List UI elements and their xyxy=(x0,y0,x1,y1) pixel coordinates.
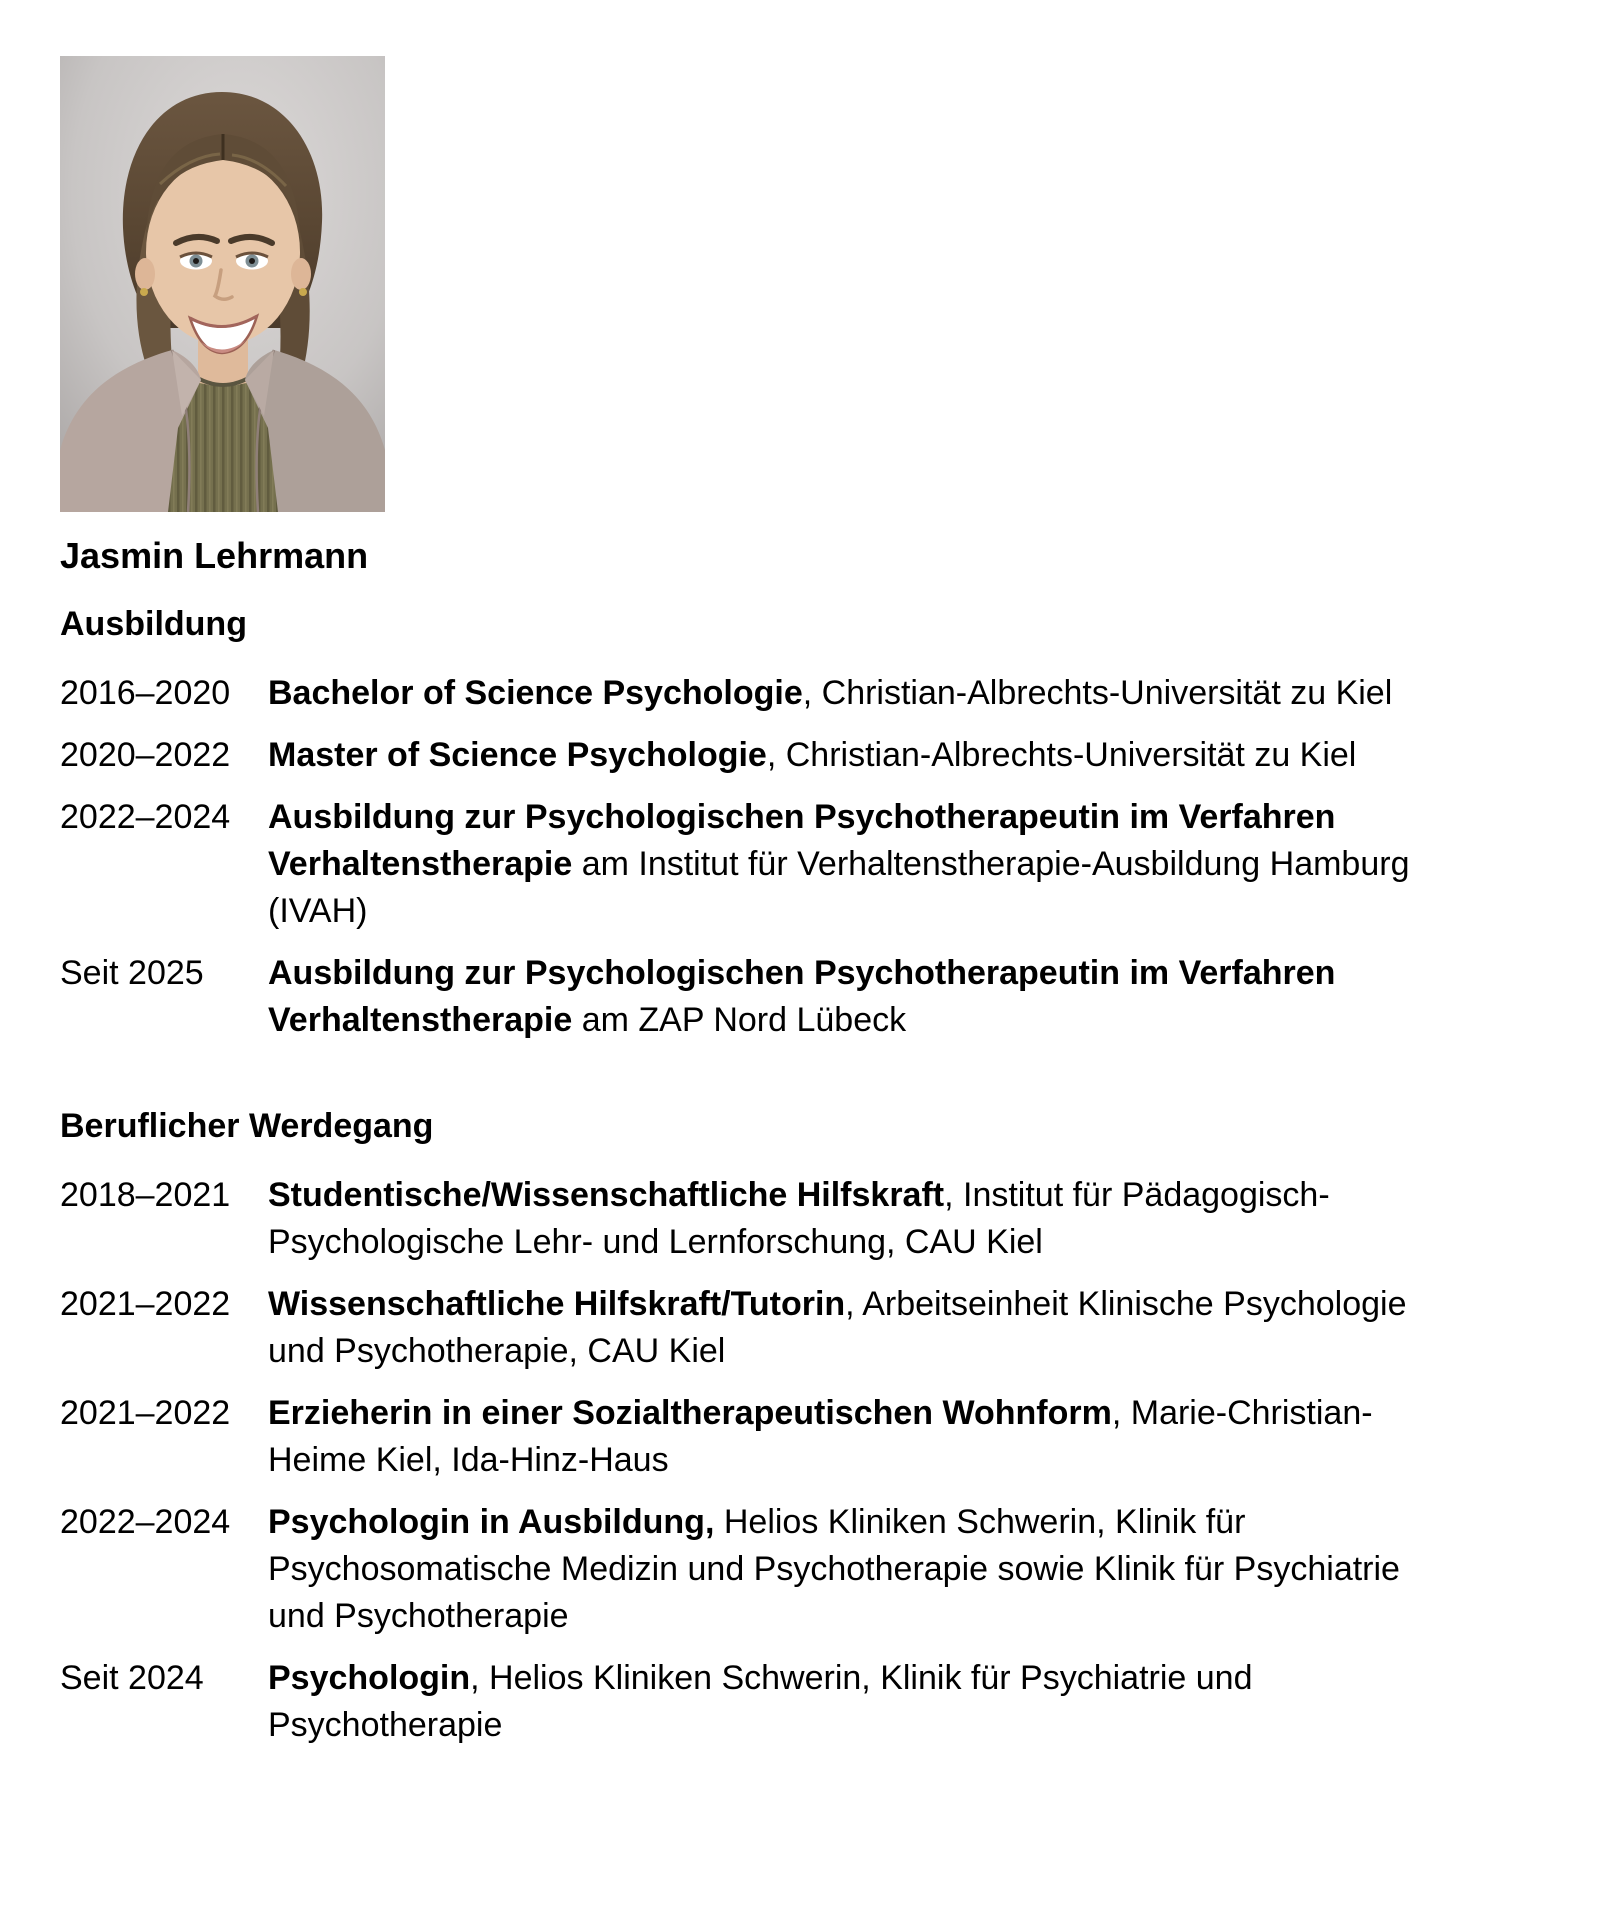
career-entry xyxy=(60,1172,1612,1266)
career-entry xyxy=(60,1655,1612,1749)
portrait-photo-graphic xyxy=(60,56,385,512)
portrait-photo xyxy=(60,56,385,512)
education-heading: Ausbildung xyxy=(60,605,247,643)
career-entry xyxy=(60,1499,1612,1640)
entry-text xyxy=(268,794,1438,935)
entry-details: am ZAP Nord Lübeck xyxy=(572,1001,907,1039)
entry-title: Psychologin xyxy=(268,1659,471,1697)
education-entry xyxy=(60,732,1612,779)
entry-period: 2018–2021 xyxy=(60,1176,231,1214)
entry-period: 2020–2022 xyxy=(60,736,231,774)
entry-title: Ausbildung zur Psychologischen Psychotherapeutin im Verfahren Verhaltenstherapie xyxy=(268,798,1336,883)
entry-period: Seit 2024 xyxy=(60,1659,204,1697)
entry-title: Wissenschaftliche Hilfskraft/Tutorin xyxy=(268,1285,846,1323)
entry-details: , Christian-Albrechts-Universität zu Kiel xyxy=(766,736,1357,774)
entry-title: Psychologin in Ausbildung, xyxy=(268,1503,715,1541)
career-entry xyxy=(60,1281,1612,1375)
entry-details: , Institut für Pädagogisch-Psychologische Lehr- und Lernforschung, CAU Kiel xyxy=(268,1176,1330,1261)
entry-title: Studentische/Wissenschaftliche Hilfskraft xyxy=(268,1176,945,1214)
entry-details: am Institut für Verhaltenstherapie-Ausbildung Hamburg (IVAH) xyxy=(268,845,1410,930)
entry-period: 2022–2024 xyxy=(60,1503,231,1541)
entry-text xyxy=(268,1655,1438,1749)
entry-text xyxy=(268,670,1438,717)
entry-details: , Arbeitseinheit Klinische Psychologie und Psychotherapie, CAU Kiel xyxy=(268,1285,1407,1370)
entry-text xyxy=(268,1390,1438,1484)
entry-period: 2022–2024 xyxy=(60,798,231,836)
entry-details: , Marie-Christian-Heime Kiel, Ida-Hinz-Haus xyxy=(268,1394,1373,1479)
section-education xyxy=(60,604,1612,1044)
section-career xyxy=(60,1106,1612,1749)
entry-title: Ausbildung zur Psychologischen Psychotherapeutin im Verfahren Verhaltenstherapie xyxy=(268,954,1336,1039)
career-heading: Beruflicher Werdegang xyxy=(60,1107,434,1145)
entry-title: Master of Science Psychologie xyxy=(268,736,767,774)
entry-text xyxy=(268,732,1438,779)
entry-period: Seit 2025 xyxy=(60,954,204,992)
entry-details: , Helios Kliniken Schwerin, Klinik für Psychiatrie und Psychotherapie xyxy=(268,1659,1253,1744)
entry-text xyxy=(268,1172,1438,1266)
education-entry xyxy=(60,794,1612,935)
entry-details: , Christian-Albrechts-Universität zu Kiel xyxy=(802,674,1393,712)
entry-title: Bachelor of Science Psychologie xyxy=(268,674,803,712)
career-entry xyxy=(60,1390,1612,1484)
entry-title: Erzieherin in einer Sozialtherapeutischen Wohnform xyxy=(268,1394,1112,1432)
entry-text xyxy=(268,1281,1438,1375)
entry-text xyxy=(268,1499,1438,1640)
education-entry xyxy=(60,950,1612,1044)
entry-period: 2021–2022 xyxy=(60,1285,231,1323)
entry-period: 2021–2022 xyxy=(60,1394,231,1432)
entry-details: Helios Kliniken Schwerin, Klinik für Psychosomatische Medizin und Psychotherapie sowie Klinik für Psychiatrie und Psychotherapie xyxy=(268,1503,1400,1635)
person-name: Jasmin Lehrmann xyxy=(60,535,369,576)
education-entry xyxy=(60,670,1612,717)
entry-period: 2016–2020 xyxy=(60,674,231,712)
entry-text xyxy=(268,950,1438,1044)
